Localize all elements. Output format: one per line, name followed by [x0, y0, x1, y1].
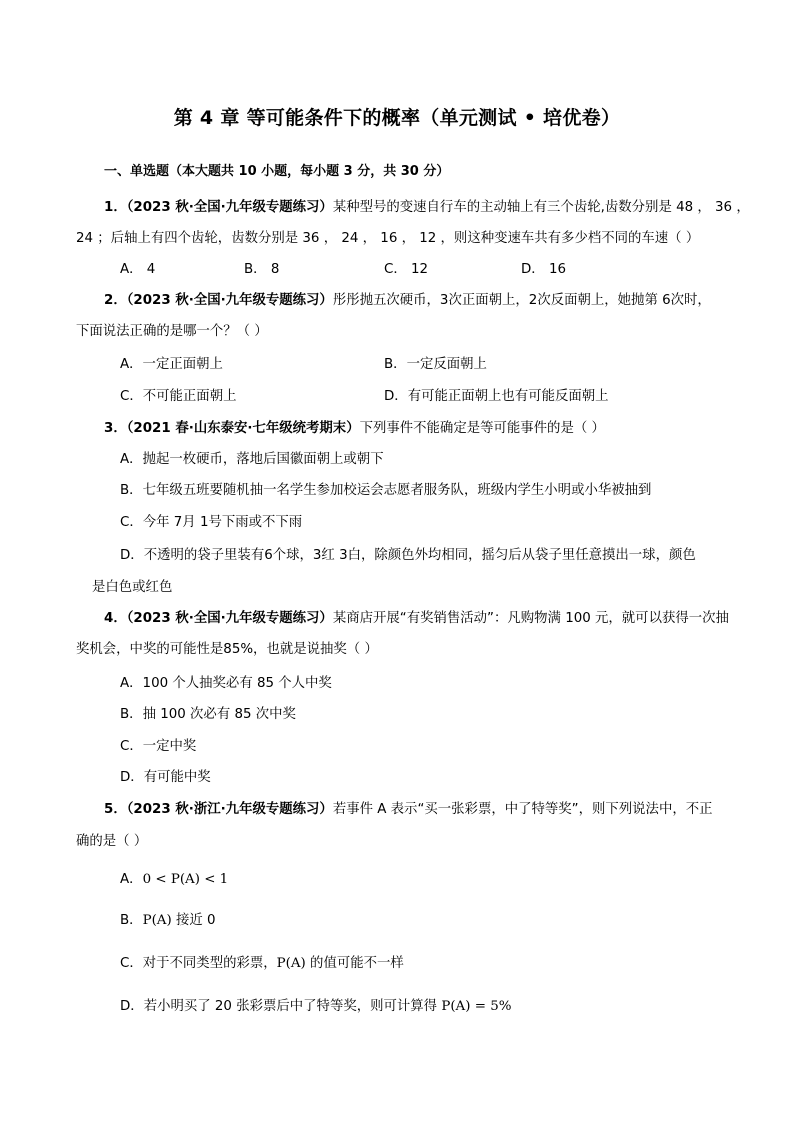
- q5-option-b: [120, 912, 216, 930]
- question-number: 3．: [104, 421, 127, 436]
- question-text: 某商店开展“有奖销售活动”：凡购物满 100 元，就可以获得一次抽: [332, 611, 729, 626]
- q1-option-c: C． 12: [384, 262, 429, 277]
- question-1-line-2: 24 ；后轴上有四个齿轮，齿数分别是 36 ， 24 ， 16 ， 12 ，则这种变速车共有多少档不同的车速（ ）: [76, 231, 700, 246]
- option-label: D．若小明买了 20 张彩票后中了特等奖，则可计算得: [120, 999, 442, 1014]
- q5-option-a: [120, 871, 228, 889]
- q5-option-d: [120, 998, 511, 1016]
- q3-option-b: B．七年级五班要随机抽一名学生参加校运会志愿者服务队，班级内学生小明或小华被抽到: [120, 483, 652, 498]
- q4-option-a: A．100 个人抽奖必有 85 个人中奖: [120, 676, 332, 691]
- q4-option-c: C．一定中奖: [120, 739, 197, 754]
- math-expression: P(A): [142, 913, 172, 928]
- question-5-line-1: [104, 801, 713, 819]
- q3-option-a: A．抛起一枚硬币，落地后国徽面朝上或朝下: [120, 452, 384, 467]
- question-5-line-2: 确的是（ ）: [76, 834, 148, 849]
- section-heading: 一、单选题（本大题共 10 小题，每小题 3 分，共 30 分）: [104, 164, 450, 179]
- question-number: 4．: [104, 611, 127, 626]
- page-title: 第 4 章 等可能条件下的概率（单元测试 • 培优卷）: [173, 107, 621, 129]
- q4-option-d: D．有可能中奖: [120, 770, 211, 785]
- q2-option-a: A．一定正面朝上: [120, 357, 223, 372]
- q4-option-b: B．抽 100 次必有 85 次中奖: [120, 707, 296, 722]
- q1-option-b: B． 8: [244, 262, 280, 277]
- q2-option-b: B．一定反面朝上: [384, 357, 487, 372]
- question-1-line-1: [104, 199, 750, 217]
- question-source: （2023 秋·全国·九年级专题练习）: [126, 293, 333, 308]
- question-number: 1．: [104, 200, 127, 215]
- question-text: 下列事件不能确定是等可能事件的是（ ）: [359, 421, 605, 436]
- question-source: （2023 秋·浙江·九年级专题练习）: [126, 802, 333, 817]
- question-source: （2023 秋·全国·九年级专题练习）: [126, 611, 333, 626]
- q1-option-a: A． 4: [120, 262, 156, 277]
- option-label: A．: [120, 872, 143, 887]
- math-expression: 0 < P(A) < 1: [142, 872, 229, 887]
- question-4-line-1: [104, 610, 729, 628]
- question-text: 某种型号的变速自行车的主动轴上有三个齿轮,齿数分别是 48 ， 36 ，: [332, 200, 750, 215]
- question-text: 彤彤抛五次硬币，3次正面朝上，2次反面朝上，她抛第 6次时，: [332, 293, 711, 308]
- option-text: 接近 0: [171, 913, 216, 928]
- question-2-line-2: 下面说法正确的是哪一个？（ ）: [76, 324, 268, 339]
- q2-option-c: C．不可能正面朝上: [120, 389, 237, 404]
- question-source: （2023 秋·全国·九年级专题练习）: [126, 200, 333, 215]
- question-number: 2．: [104, 293, 127, 308]
- q3-option-c: C．今年 7月 1号下雨或不下雨: [120, 515, 303, 530]
- q2-option-d: D．有可能正面朝上也有可能反面朝上: [384, 389, 609, 404]
- math-expression: P(A): [276, 956, 306, 971]
- option-label: B．: [120, 913, 143, 928]
- q5-option-c: [120, 955, 404, 973]
- question-number: 5．: [104, 802, 127, 817]
- q3-option-d-cont: 是白色或红色: [92, 580, 173, 595]
- option-label: C．对于不同类型的彩票，: [120, 956, 277, 971]
- question-2-line-1: [104, 292, 711, 310]
- math-expression: P(A) = 5%: [441, 999, 512, 1014]
- question-text: 若事件 A 表示“买一张彩票，中了特等奖”，则下列说法中，不正: [332, 802, 713, 817]
- option-text: 的值可能不一样: [305, 956, 404, 971]
- question-3-line-1: [104, 420, 605, 438]
- question-4-line-2: 奖机会，中奖的可能性是85%，也就是说抽奖（ ）: [76, 642, 378, 657]
- question-source: （2021 春·山东泰安·七年级统考期末）: [126, 421, 360, 436]
- q1-option-d: D． 16: [521, 262, 566, 277]
- q3-option-d: D．不透明的袋子里装有6个球，3红 3白，除颜色外均相同，摇匀后从袋子里任意摸出一球，颜色: [120, 548, 696, 563]
